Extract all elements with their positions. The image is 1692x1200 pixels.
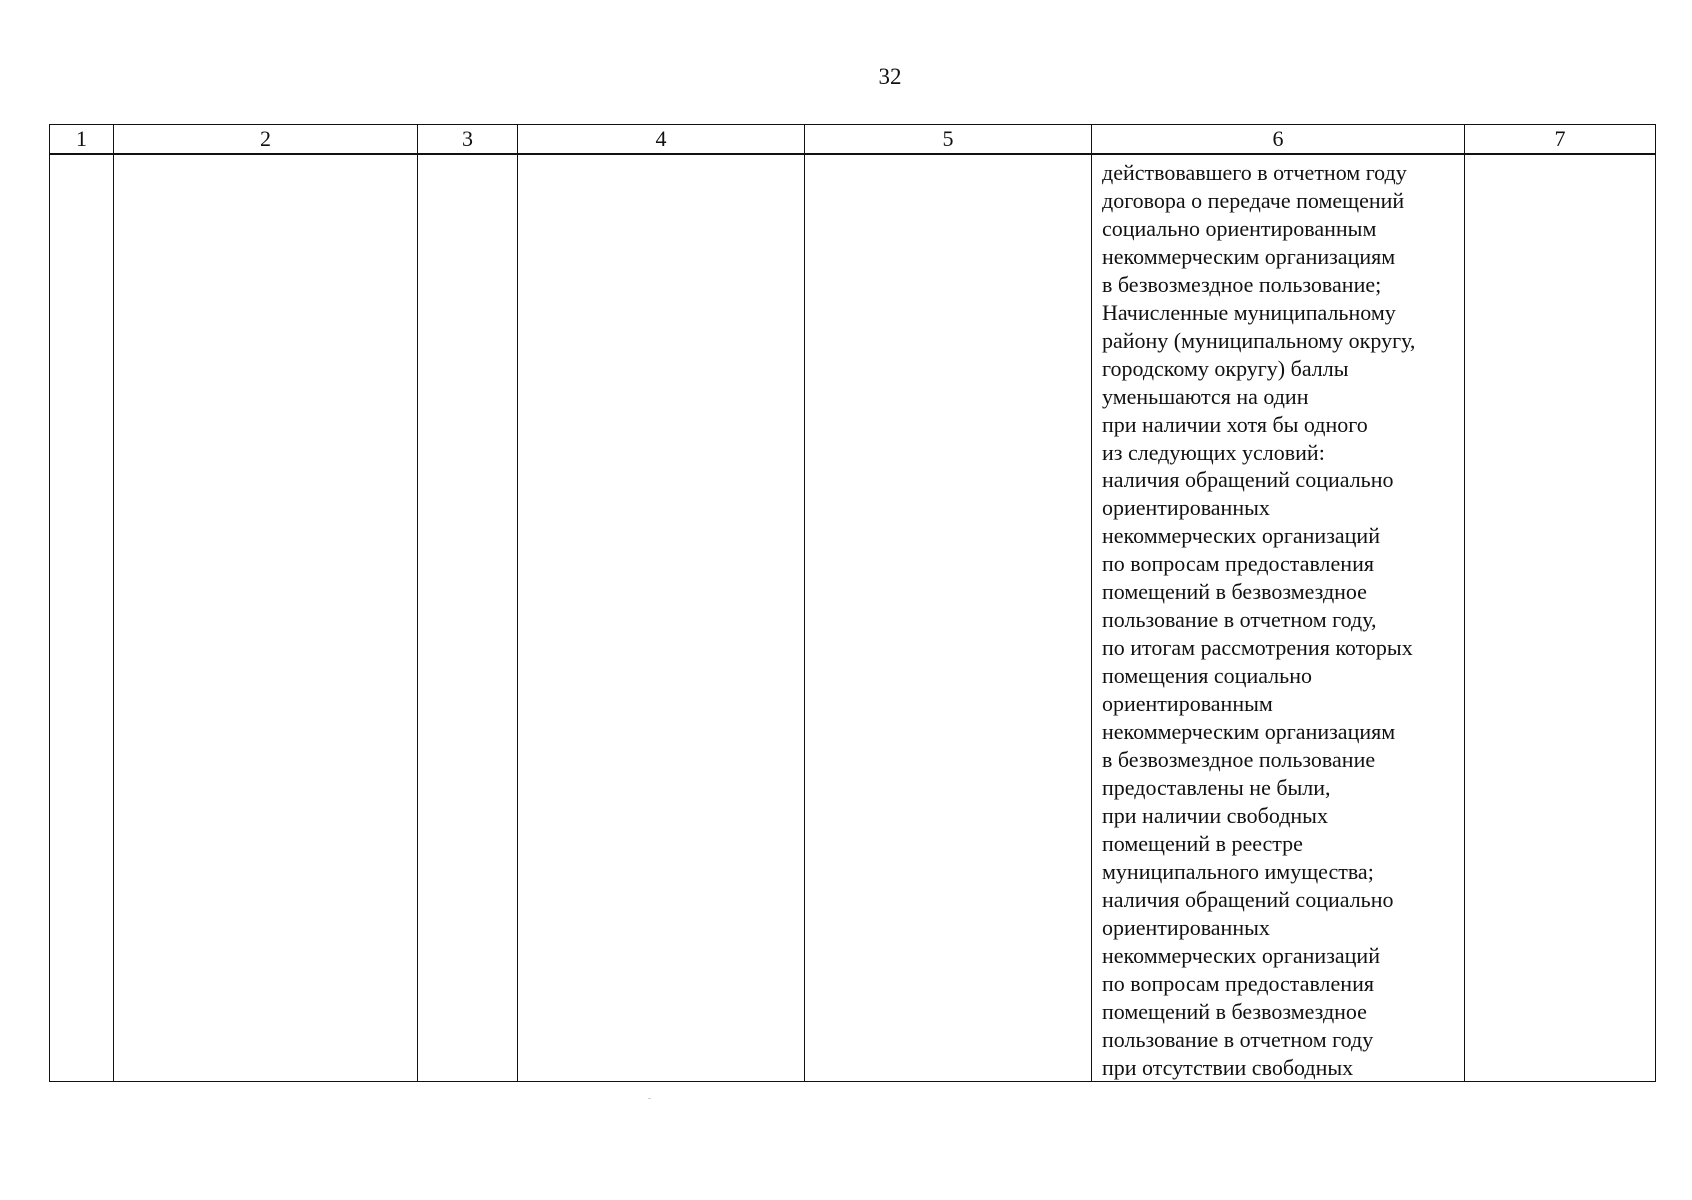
page-number: 32 [878, 64, 902, 89]
column-header-7: 7 [1465, 125, 1656, 155]
document-table [49, 124, 1656, 1082]
cell-column-4 [518, 154, 805, 1082]
text-line: муниципального имущества; [1102, 858, 1374, 884]
text-line: предоставлены не были, [1102, 774, 1331, 800]
text-line: при отсутствии свободных [1102, 1054, 1354, 1080]
text-line: некоммерческих организаций [1102, 942, 1380, 968]
column-header-1: 1 [50, 125, 114, 155]
text-line: при наличии хотя бы одного [1102, 411, 1368, 437]
column-header-6: 6 [1092, 125, 1465, 155]
text-line: городскому округу) баллы [1102, 355, 1349, 381]
text-line: наличия обращений социально [1102, 886, 1394, 912]
text-line: действовавшего в отчетном году [1102, 160, 1407, 185]
text-line: ориентированным [1102, 691, 1273, 717]
text-line: ориентированных [1102, 495, 1270, 521]
text-line: помещений в безвозмездное [1102, 579, 1367, 605]
text-line: уменьшаются на один [1102, 383, 1309, 409]
text-line: помещений в реестре [1102, 830, 1303, 856]
scan-artifact [648, 1098, 651, 1099]
text-line: помещения социально [1102, 663, 1312, 689]
table-row [50, 154, 1656, 1082]
text-line: по вопросам предоставления [1102, 970, 1374, 996]
cell-column-6 [1092, 154, 1465, 1082]
column-header-5: 5 [805, 125, 1092, 155]
text-line: ориентированных [1102, 914, 1270, 940]
text-line: по итогам рассмотрения которых [1102, 635, 1413, 661]
header-row [50, 125, 1656, 155]
text-line: по вопросам предоставления [1102, 551, 1374, 577]
column-header-3: 3 [418, 125, 518, 155]
text-line: району (муниципальному округу, [1102, 327, 1416, 353]
text-line: некоммерческим организациям [1102, 243, 1396, 269]
text-line: пользование в отчетном году, [1102, 607, 1377, 633]
cell-column-2 [114, 154, 418, 1082]
cell-column-3 [418, 154, 518, 1082]
text-line: некоммерческим организациям [1102, 719, 1396, 745]
cell-column-7 [1465, 154, 1656, 1082]
text-line: из следующих условий: [1102, 439, 1325, 465]
column-header-4: 4 [518, 125, 805, 155]
text-line: в безвозмездное пользование [1102, 747, 1376, 773]
text-line: помещений в безвозмездное [1102, 998, 1367, 1024]
text-line: при наличии свободных [1102, 802, 1328, 828]
text-line: пользование в отчетном году [1102, 1026, 1374, 1052]
text-line: наличия обращений социально [1102, 467, 1394, 493]
column-6-text [1092, 155, 1464, 1081]
cell-column-1 [50, 154, 114, 1082]
text-line: договора о передаче помещений [1102, 187, 1405, 213]
column-header-2: 2 [114, 125, 418, 155]
text-line: социально ориентированным [1102, 215, 1377, 241]
text-line: Начисленные муниципальному [1102, 299, 1396, 325]
cell-column-5 [805, 154, 1092, 1082]
text-line: некоммерческих организаций [1102, 523, 1380, 549]
text-line: в безвозмездное пользование; [1102, 271, 1382, 297]
